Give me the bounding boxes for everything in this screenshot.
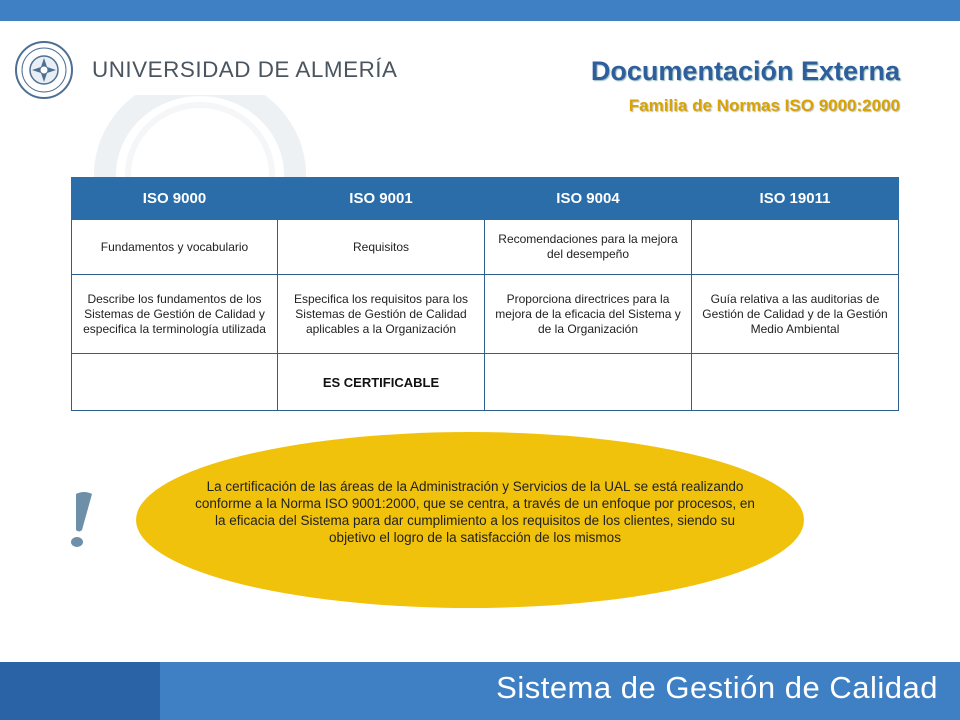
table-header-row xyxy=(72,178,899,220)
header-iso-9001: ISO 9001 xyxy=(278,178,485,220)
exclamation-icon xyxy=(62,490,112,550)
callout-text: La certificación de las áreas de la Administración y Servicios de la UAL se está realizando conforme a la Norma ISO 9001:2000, que se centra, a través de un enfoque por procesos, en la eficacia del Sistema para dar cumplimiento a los requisitos de los clientes, siendo su objetivo el logro de la satisfacción de los mismos xyxy=(195,479,755,545)
university-seal-icon xyxy=(14,40,74,100)
iso-norms-table xyxy=(71,177,899,411)
table-row xyxy=(72,354,899,411)
table-cell: Recomendaciones para la mejora del desempeño xyxy=(485,220,692,275)
footer-title: Sistema de Gestión de Calidad xyxy=(496,670,938,705)
table-cell: Describe los fundamentos de los Sistemas de Gestión de Calidad y especifica la terminología utilizada xyxy=(72,275,278,354)
table-cell: Proporciona directrices para la mejora de la eficacia del Sistema y de la Organización xyxy=(485,275,692,354)
table-cell: Requisitos xyxy=(278,220,485,275)
table-row xyxy=(72,220,899,275)
certifiable-cell: ES CERTIFICABLE xyxy=(278,354,485,411)
header-iso-9004: ISO 9004 xyxy=(485,178,692,220)
footer-left-block xyxy=(0,662,160,720)
table-cell: Guía relativa a las auditorias de Gestión de Calidad y de la Gestión Medio Ambiental xyxy=(692,275,899,354)
table-cell: Especifica los requisitos para los Sistemas de Gestión de Calidad aplicables a la Organización xyxy=(278,275,485,354)
table-row xyxy=(72,275,899,354)
page-subtitle: Familia de Normas ISO 9000:2000 xyxy=(628,96,900,115)
table-cell xyxy=(72,354,278,411)
university-logo xyxy=(14,40,398,100)
table-cell: Fundamentos y vocabulario xyxy=(72,220,278,275)
table-cell xyxy=(485,354,692,411)
table-cell xyxy=(692,220,899,275)
header-iso-9000: ISO 9000 xyxy=(72,178,278,220)
header-iso-19011: ISO 19011 xyxy=(692,178,899,220)
table-cell xyxy=(692,354,899,411)
university-name: UNIVERSIDAD DE ALMERÍA xyxy=(92,57,398,82)
page-title: Documentación Externa xyxy=(590,56,900,86)
top-bar xyxy=(0,0,960,21)
